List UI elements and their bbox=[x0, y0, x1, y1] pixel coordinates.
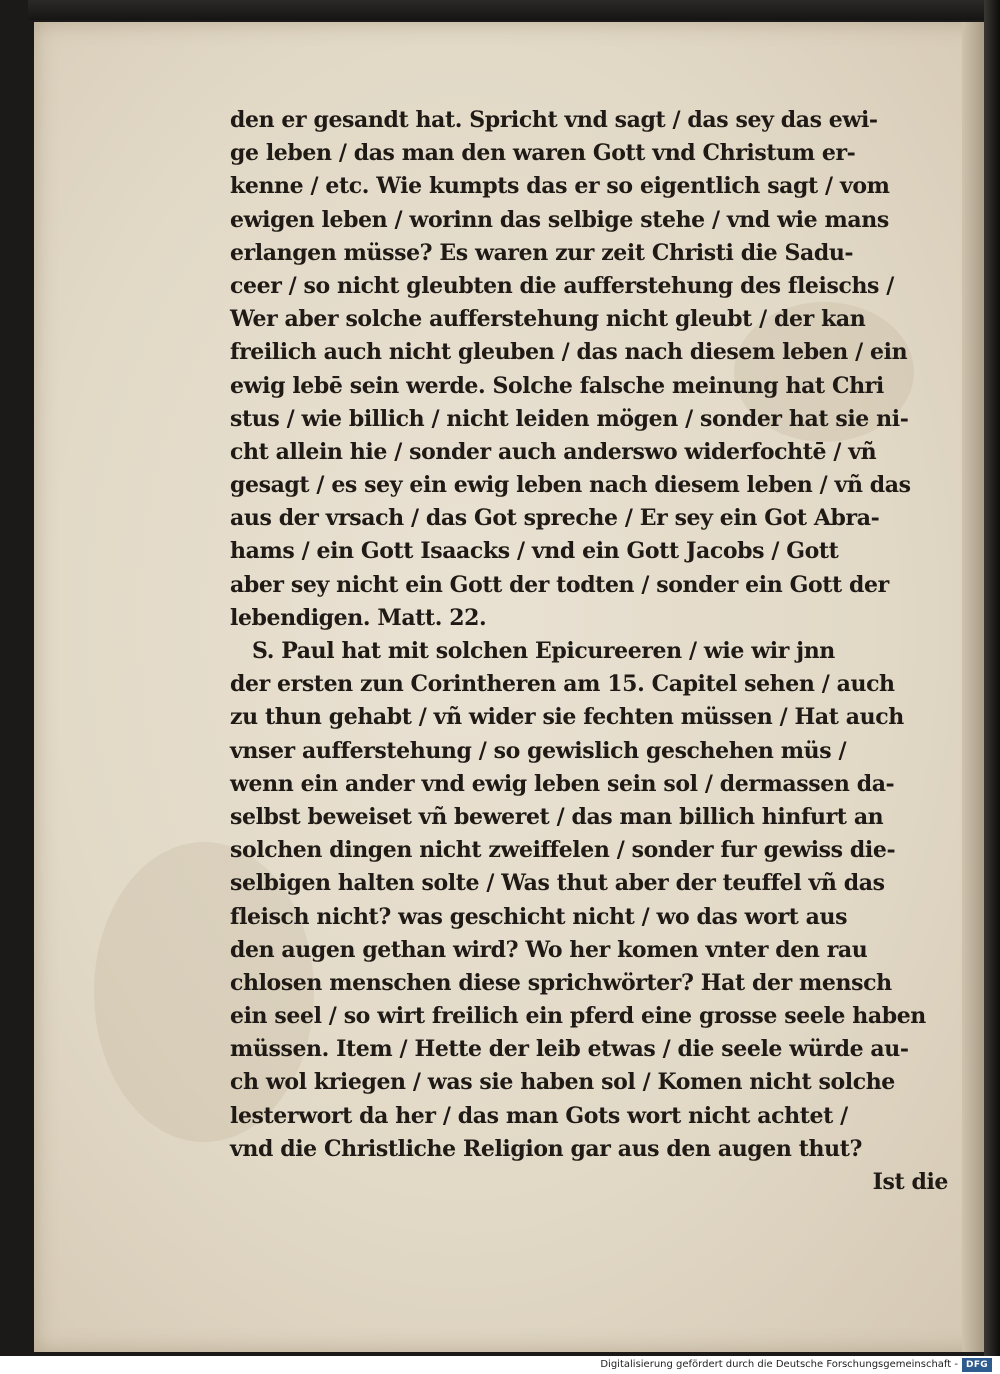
dfg-logo: DFG bbox=[962, 1358, 992, 1372]
text-line: selbst beweiset vñ beweret / das man billich hinfurt an bbox=[230, 803, 884, 830]
scanner-right-edge bbox=[984, 0, 1000, 1356]
text-line: ge leben / das man den waren Gott vnd Christum er- bbox=[230, 140, 856, 167]
text-line: erlangen müsse? Es waren zur zeit Christi die Sadu- bbox=[230, 239, 854, 266]
catchword: Ist die bbox=[872, 1169, 948, 1195]
text-line: den er gesandt hat. Spricht vnd sagt / das sey das ewi- bbox=[230, 107, 878, 133]
text-line: der ersten zun Corintheren am 15. Capitel sehen / auch bbox=[230, 671, 895, 698]
text-line: vnser aufferstehung / so gewislich geschehen müs / bbox=[230, 737, 847, 764]
text-line: stus / wie billich / nicht leiden mögen / sonder hat sie ni- bbox=[230, 405, 909, 432]
text-line: lebendigen. Matt. 22. bbox=[230, 604, 487, 631]
text-line: cht allein hie / sonder auch anderswo widerfochtē / vñ bbox=[230, 438, 877, 465]
text-line: selbigen halten solte / Was thut aber der teuffel vñ das bbox=[230, 870, 885, 897]
text-line: aber sey nicht ein Gott der todten / sonder ein Gott der bbox=[230, 571, 889, 598]
text-line: ceer / so nicht gleubten die aufferstehung des fleischs / bbox=[230, 272, 894, 299]
funding-credit: Digitalisierung gefördert durch die Deutsche Forschungsgemeinschaft - bbox=[600, 1359, 958, 1370]
text-line: hams / ein Gott Isaacks / vnd ein Gott Jacobs / Gott bbox=[230, 538, 839, 565]
text-line: müssen. Item / Hette der leib etwas / die seele würde au- bbox=[230, 1036, 909, 1063]
text-line: zu thun gehabt / vñ wider sie fechten müssen / Hat auch bbox=[230, 704, 904, 731]
text-line: ewig lebē sein werde. Solche falsche meinung hat Chri bbox=[230, 372, 884, 399]
page-text bbox=[230, 104, 960, 1199]
text-line: ewigen leben / worinn das selbige stehe / vnd wie mans bbox=[230, 206, 889, 233]
paragraph-start-line: S. Paul hat mit solchen Epicureeren / wie wir jnn bbox=[252, 638, 835, 664]
scanner-top-edge bbox=[28, 0, 988, 20]
page-edge bbox=[962, 22, 984, 1352]
text-line: ch wol kriegen / was sie haben sol / Komen nicht solche bbox=[230, 1069, 895, 1096]
text-line: aus der vrsach / das Got spreche / Er sey ein Got Abra- bbox=[230, 505, 880, 532]
text-line: lesterwort da her / das man Gots wort nicht achtet / bbox=[230, 1102, 848, 1129]
text-line: den augen gethan wird? Wo her komen vnter den rau bbox=[230, 936, 868, 963]
text-line: chlosen menschen diese sprichwörter? Hat der mensch bbox=[230, 969, 892, 996]
text-line: gesagt / es sey ein ewig leben nach diesem leben / vñ das bbox=[230, 472, 911, 499]
text-line: vnd die Christliche Religion gar aus den augen thut? bbox=[230, 1135, 862, 1162]
text-line: solchen dingen nicht zweiffelen / sonder fur gewiss die- bbox=[230, 837, 896, 864]
text-line: wenn ein ander vnd ewig leben sein sol / dermassen da- bbox=[230, 770, 895, 797]
text-line: kenne / etc. Wie kumpts das er so eigentlich sagt / vom bbox=[230, 173, 890, 200]
text-line: fleisch nicht? was geschicht nicht / wo das wort aus bbox=[230, 903, 848, 930]
text-line: ein seel / so wirt freilich ein pferd eine grosse seele haben bbox=[230, 1003, 926, 1030]
text-line: freilich auch nicht gleuben / das nach diesem leben / ein bbox=[230, 339, 908, 366]
text-line: Wer aber solche aufferstehung nicht gleubt / der kan bbox=[230, 306, 866, 333]
